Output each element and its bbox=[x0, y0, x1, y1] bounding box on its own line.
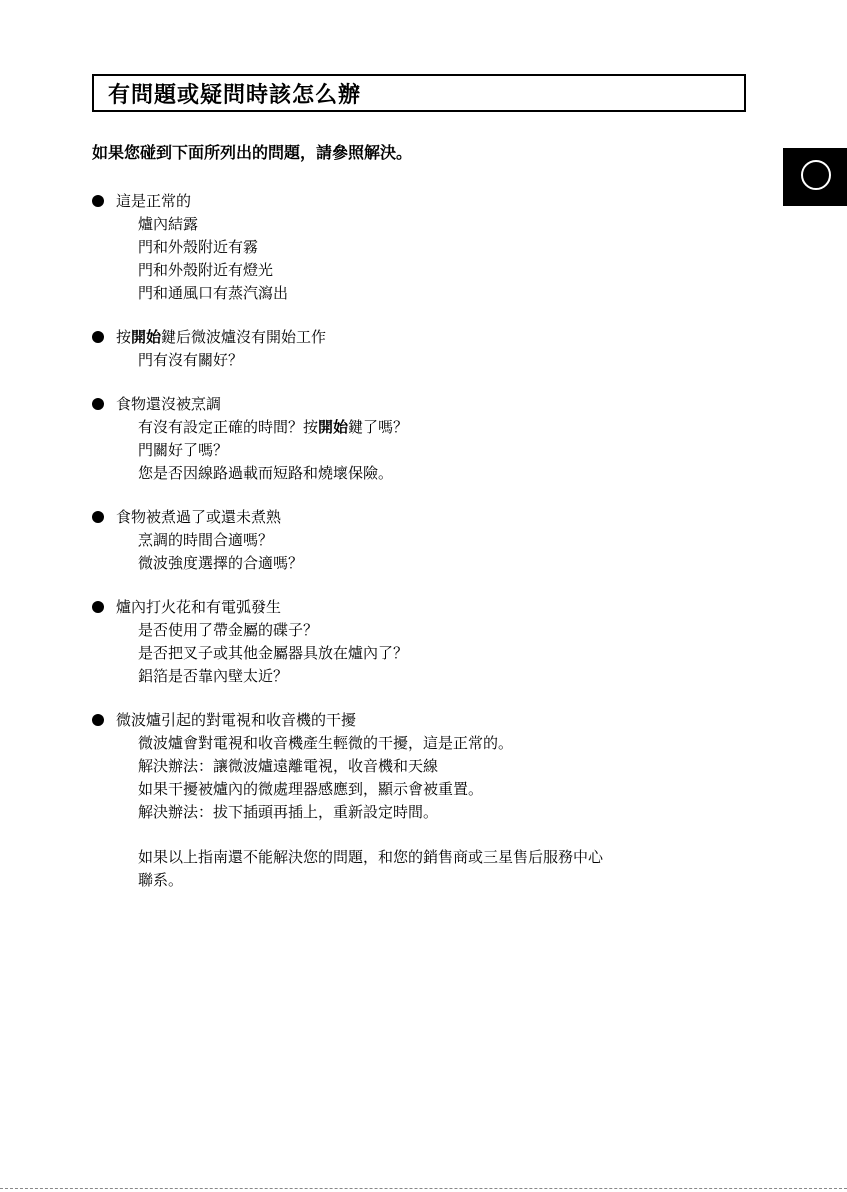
section-not-start bbox=[92, 326, 742, 372]
bullet-icon bbox=[92, 331, 104, 343]
list-item: 是否把叉子或其他金屬器具放在爐內了？ bbox=[138, 644, 409, 662]
troubleshooting-list bbox=[92, 190, 742, 913]
list-item: 門和通風口有蒸汽瀉出 bbox=[138, 284, 289, 302]
section-heading: 食物被煮過了或還未煮熟 bbox=[92, 506, 742, 529]
section-heading: 按開始鍵后微波爐沒有開始工作 bbox=[92, 326, 742, 349]
section-heading: 食物還沒被烹調 bbox=[92, 393, 742, 416]
list-item: 鋁箔是否靠內壁太近？ bbox=[138, 667, 289, 685]
bullet-icon bbox=[92, 511, 104, 523]
page-title: 有問題或疑問時該怎么辦 bbox=[92, 74, 746, 112]
intro-text: 如果您碰到下面所列出的問題，請參照解決。 bbox=[92, 143, 413, 162]
list-item: 門有沒有關好？ bbox=[138, 351, 244, 369]
section-heading: 微波爐引起的對電視和收音機的干擾 bbox=[92, 709, 742, 732]
section-overcooked bbox=[92, 506, 742, 575]
section-sparks bbox=[92, 596, 742, 688]
section-normal bbox=[92, 190, 742, 305]
section-heading: 這是正常的 bbox=[92, 190, 742, 213]
list-item: 解決辦法：拔下插頭再插上，重新設定時間。 bbox=[138, 803, 439, 821]
circle-icon bbox=[801, 160, 831, 190]
section-interference bbox=[92, 709, 742, 892]
list-item: 門和外殼附近有燈光 bbox=[138, 261, 274, 279]
list-item: 如果干擾被爐內的微處理器感應到，顯示會被重置。 bbox=[138, 780, 484, 798]
list-item: 微波爐會對電視和收音機產生輕微的干擾，這是正常的。 bbox=[138, 734, 514, 752]
list-item: 爐內結露 bbox=[138, 215, 199, 233]
list-item: 是否使用了帶金屬的碟子？ bbox=[138, 621, 319, 639]
list-item: 微波強度選擇的合適嗎？ bbox=[138, 554, 304, 572]
list-item: 解決辦法：讓微波爐遠離電視，收音機和天線 bbox=[138, 757, 439, 775]
section-heading: 爐內打火花和有電弧發生 bbox=[92, 596, 742, 619]
section-not-cooked bbox=[92, 393, 742, 485]
closing-text: 如果以上指南還不能解決您的問題，和您的銷售商或三星售后服務中心 bbox=[138, 848, 604, 866]
bullet-icon bbox=[92, 398, 104, 410]
list-item: 門和外殼附近有霧 bbox=[138, 238, 259, 256]
spacer bbox=[92, 824, 742, 846]
bullet-icon bbox=[92, 601, 104, 613]
list-item: 有沒有設定正確的時間？按開始鍵了嗎？ bbox=[138, 418, 409, 436]
closing-text: 聯系。 bbox=[138, 871, 184, 889]
list-item: 您是否因線路過載而短路和燒壞保險。 bbox=[138, 464, 394, 482]
list-item: 烹調的時間合適嗎？ bbox=[138, 531, 274, 549]
language-tab bbox=[783, 148, 847, 206]
page-edge-divider bbox=[0, 1188, 847, 1189]
bullet-icon bbox=[92, 714, 104, 726]
bullet-icon bbox=[92, 195, 104, 207]
list-item: 門關好了嗎？ bbox=[138, 441, 229, 459]
